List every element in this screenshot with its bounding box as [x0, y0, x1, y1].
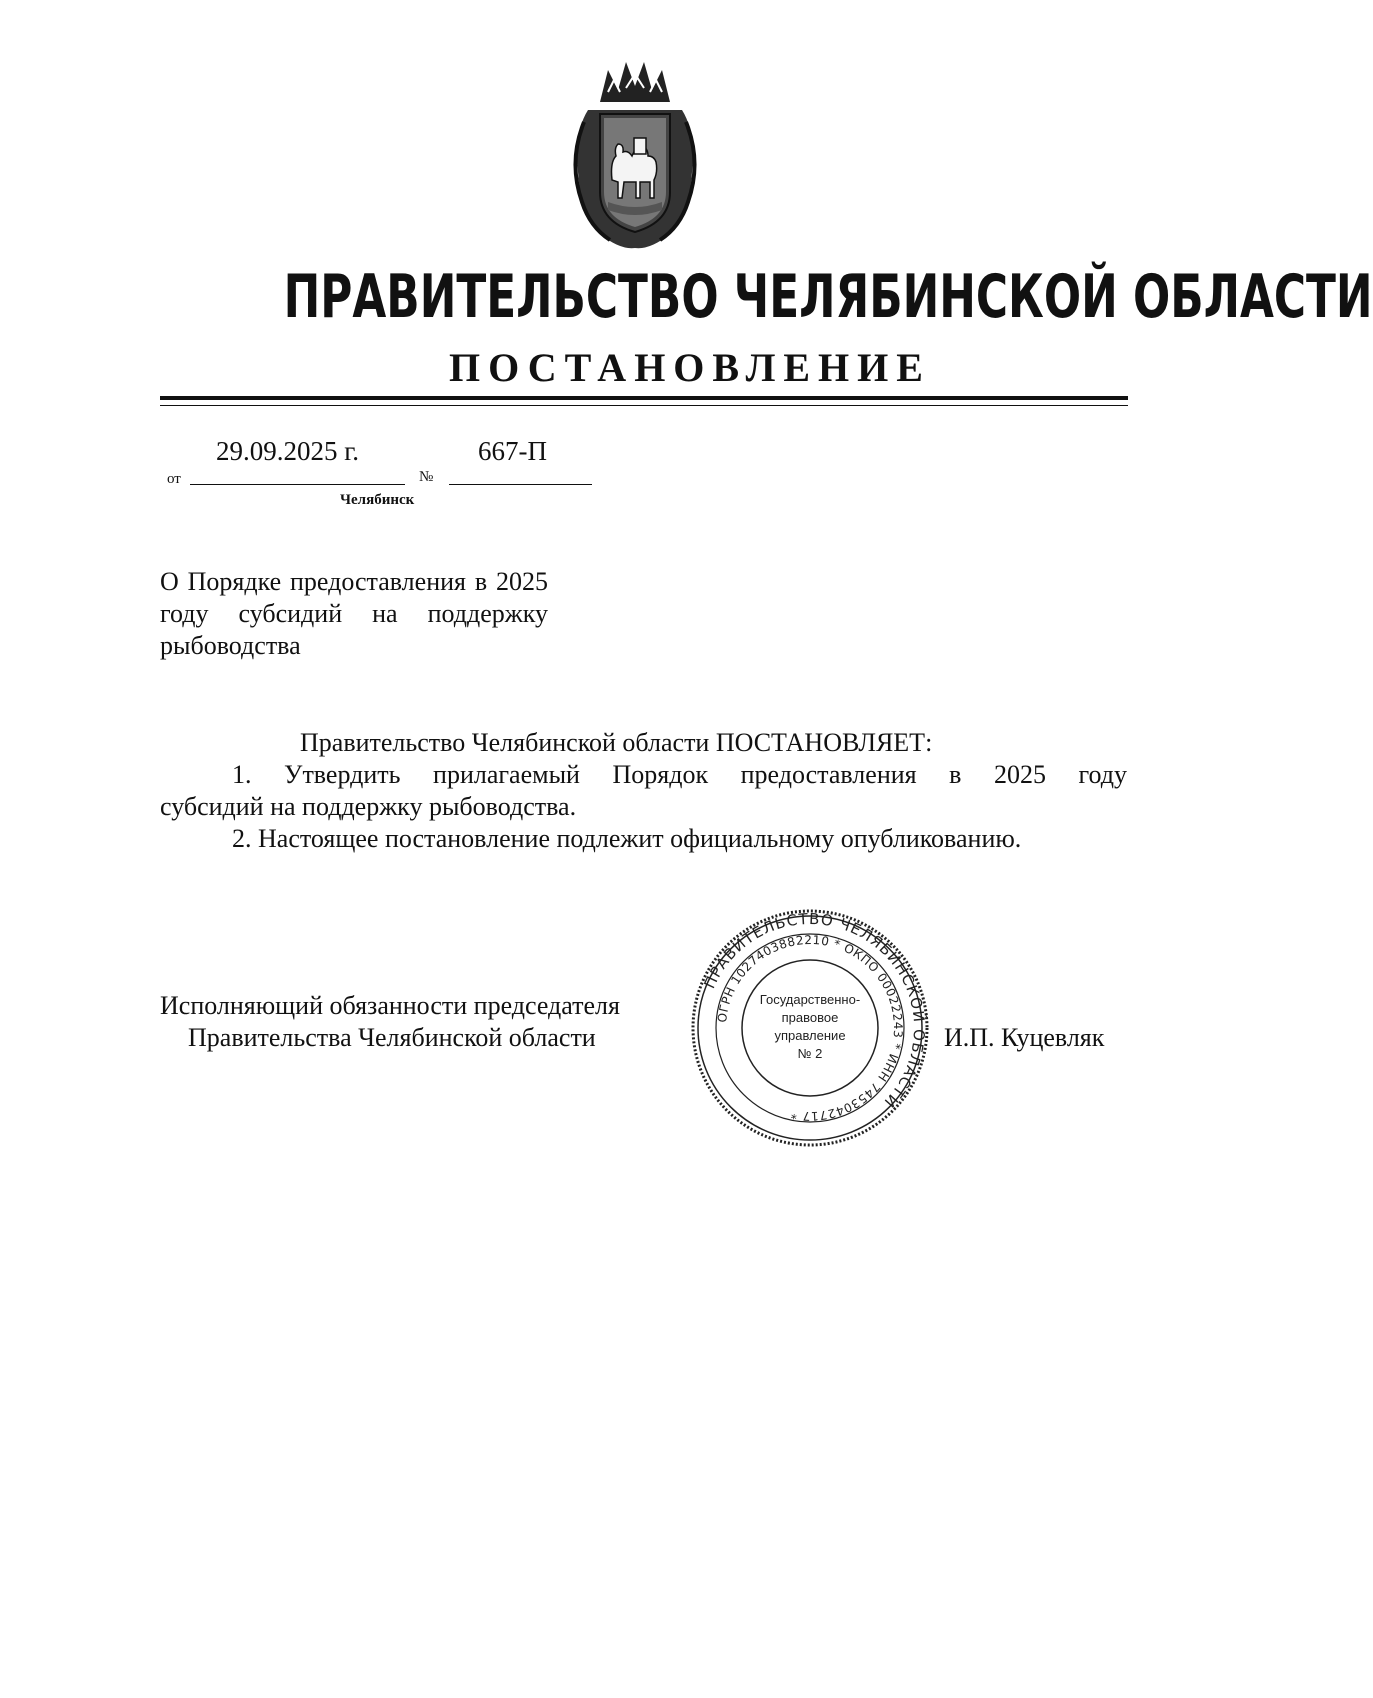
signatory-name: И.П. Куцевляк — [944, 1023, 1105, 1052]
document-type: ПОСТАНОВЛЕНИЕ — [449, 345, 931, 390]
body-intro: Правительство Челябинской области ПОСТАНОВЛЯЕТ: — [300, 728, 933, 757]
seal-center-line-1: Государственно- — [759, 992, 861, 1007]
number-label: № — [419, 469, 434, 485]
date-underline — [190, 484, 405, 485]
government-title: ПРАВИТЕЛЬСТВО ЧЕЛЯБИНСКОЙ ОБЛАСТИ — [283, 262, 1373, 332]
date-label: от — [167, 471, 181, 487]
city-name: Челябинск — [340, 492, 415, 508]
document-date: 29.09.2025 г. — [216, 436, 360, 466]
seal-ring-text: ОГРН 1027403882210 * ОКПО 00022243 * ИНН 7453042717 * — [715, 932, 906, 1124]
signatory-position-line-2: Правительства Челябинской области — [188, 1023, 596, 1052]
body-item-1-line-2: субсидий на поддержку рыбоводства. — [160, 792, 577, 821]
seal-center-line-4: № 2 — [797, 1046, 823, 1061]
header-rule-thin — [160, 405, 1128, 406]
coat-of-arms-icon — [560, 52, 710, 252]
document-subject: О Порядке предоставления в 2025 году субсидий на поддержку рыбоводства — [160, 567, 548, 660]
signatory-position-line-1: Исполняющий обязанности председателя — [160, 991, 620, 1020]
seal-outer-text: ПРАВИТЕЛЬСТВО ЧЕЛЯБИНСКОЙ ОБЛАСТИ — [700, 909, 929, 1112]
seal-center-line-3: управление — [774, 1028, 846, 1043]
body-item-2: 2. Настоящее постановление подлежит официальному опубликованию. — [232, 824, 1022, 853]
number-underline — [449, 484, 592, 485]
official-seal-icon — [690, 908, 930, 1148]
header-rule-thick — [160, 396, 1128, 400]
document-number: 667-П — [478, 436, 547, 466]
seal-center-line-2: правовое — [781, 1010, 839, 1025]
body-item-1-line-1: 1. Утвердить прилагаемый Порядок предоставления в 2025 году — [232, 760, 1127, 789]
